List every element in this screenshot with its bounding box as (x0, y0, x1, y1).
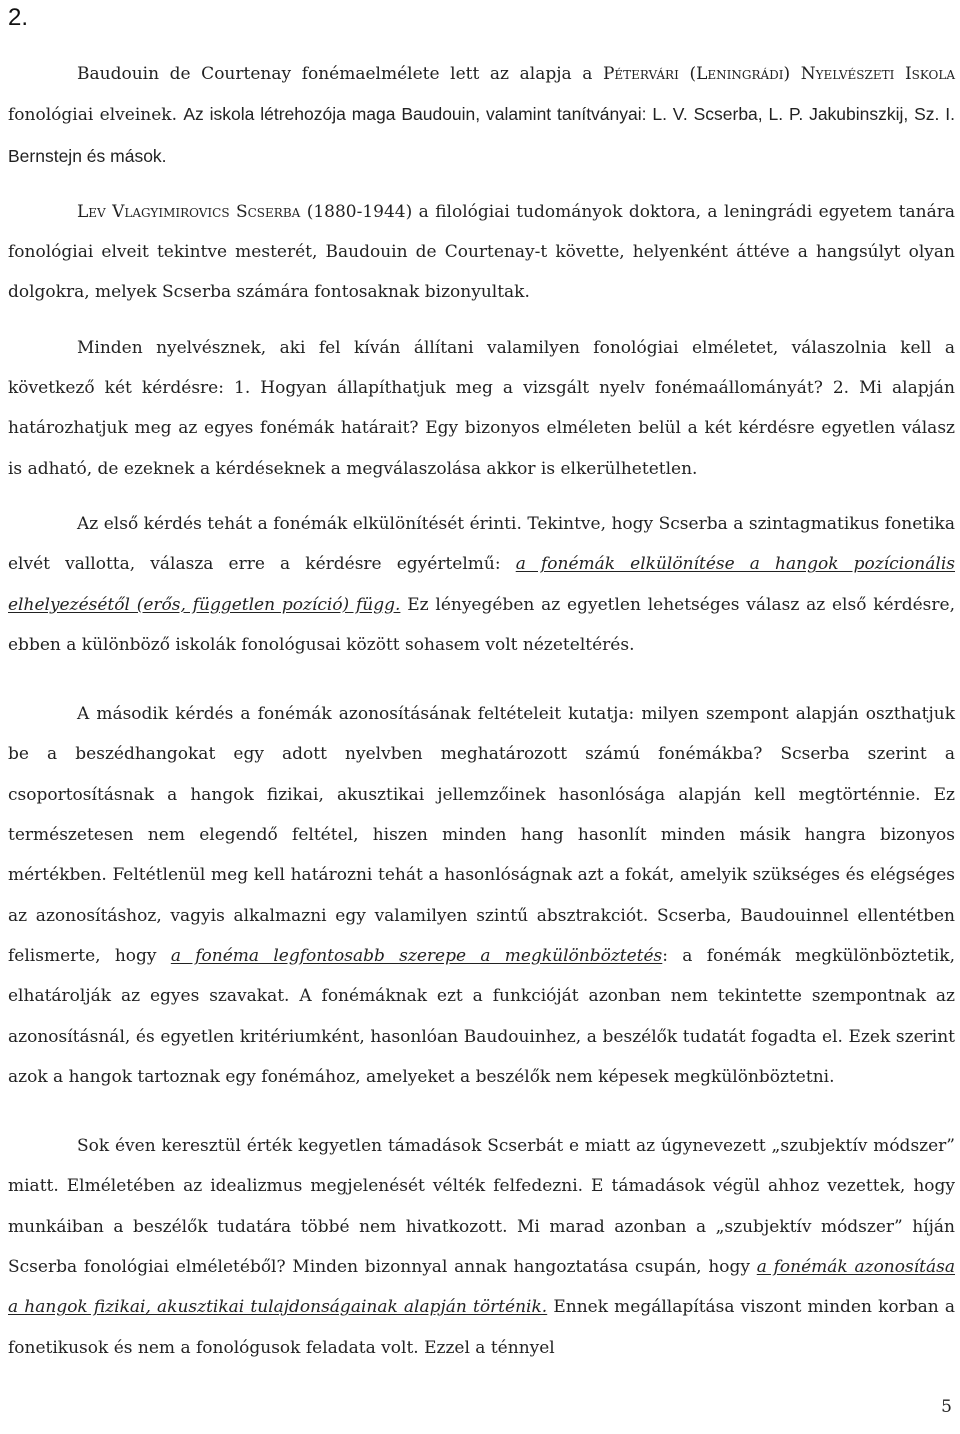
paragraph-4-emphasis: a fonémák elkülönítése a hangok pozícionális elhelyezésétől (erős, független pozíció) függ. (8, 554, 955, 615)
paragraph-6-text-a: Sok éven keresztül érték kegyetlen támadások Scserbát e miatt az úgynevezett „szubjektív módszer” miatt. Elméletében az idealizmus megjelenését vélték felfedezni. E támadások végül ahhoz vezettek, hogy munkáiban a beszélők tudatára többé nem hivatkozott. Mi marad azonban a „szubjektív módszer” híján Scserba fonológiai elméletéből? Minden bizonnyal annak hangoztatása csupán, hogy (8, 1136, 955, 1278)
paragraph-4-text-a: Az első kérdés tehát a fonémák elkülönítését érinti. Tekintve, hogy Scserba a szintagmatikus fonetika elvét vallotta, válasza erre a kérdésre egyértelmű: (8, 513, 955, 575)
paragraph-1-text-c: fonológiai elveinek. (8, 105, 184, 126)
paragraph-4 (8, 504, 955, 665)
paragraph-4-text-c: Ez lényegében az egyetlen lehetséges válasz az első kérdésre, ebben a különböző iskolák fonológusai között sohasem volt nézeteltérés. (8, 594, 955, 655)
document-body (8, 54, 955, 1368)
paragraph-6-emphasis: a fonémák azonosítása a hangok fizikai, akusztikai tulajdonságainak alapján történik. (8, 1257, 955, 1318)
paragraph-5-text-c: : a fonémák megkülönböztetik, elhatárolják az egyes szavakat. A fonémáknak ezt a funkcióját azonban nem tekintette szempontnak az azonosításnál, és egyetlen kritériumként, hasonlóan Baudouinhez, a beszélők tudatát fogadta el. Ezek szerint azok a hangok tartoznak egy fonémához, amelyeket a beszélők nem képesek megkülönböztetni. (8, 945, 955, 1087)
page-number: 5 (941, 1397, 952, 1417)
paragraph-3 (8, 328, 955, 489)
paragraph-1 (8, 54, 955, 177)
paragraph-5 (8, 694, 955, 1097)
paragraph-5-text-a: A második kérdés a fonémák azonosításának feltételeit kutatja: milyen szempont alapján oszthatjuk be a beszédhangokat egy adott nyelvben meghatározott számú fonémákba? Scserba szerint a csoportosításnak a hangok fizikai, akusztikai jellemzőinek hasonlósága alapján kell megtörténnie. Ez természetesen nem elegendő feltétel, hiszen minden hang hasonlít minden másik hangra bizonyos mértékben. Feltétlenül meg kell határozni tehát a hasonlóságnak azt a fokát, amelyik szükséges és elégséges az azonosításhoz, vagyis alkalmazni egy valamilyen szintű absztrakciót. Scserba, Baudouinnel ellentétben felismerte, hogy (8, 704, 955, 966)
paragraph-2 (8, 192, 955, 313)
paragraph-3-text: Minden nyelvésznek, aki fel kíván állítani valamilyen fonológiai elméletet, válaszolnia kell a következő két kérdésre: 1. Hogyan állapíthatjuk meg a vizsgált nyelv fonémaállományát? 2. Mi alapján határozhatjuk meg az egyes fonémák határait? Egy bizonyos elméleten belül a két kérdésre egyetlen válasz is adható, de ezeknek a kérdéseknek a megválaszolása akkor is elkerülhetetlen. (8, 337, 955, 479)
school-name: Pétervári (Leningrádi) Nyelvészeti Iskola (602, 64, 955, 84)
paragraph-5-emphasis: a fonéma legfontosabb szerepe a megkülönböztetés (170, 945, 663, 966)
paragraph-2-text-b: (1880-1944) a filológiai tudományok doktora, a leningrádi egyetem tanára fonológiai elveit tekintve mesterét, Baudouin de Courtenay-t követte, helyenként áttéve a hangsúlyt olyan dolgokra, melyek Scserba számára fontosaknak bizonyultak. (8, 201, 955, 303)
paragraph-1-text-a: Baudouin de Courtenay fonémaelmélete lett az alapja a (77, 64, 603, 84)
paragraph-1-text-d: Az iskola létrehozója maga Baudouin, valamint tanítványai: L. V. Scserba, L. P. Jakubinszkij, Sz. I. Bernstejn és mások. (8, 104, 955, 166)
person-name: Lev Vlagyimirovics Scserba (77, 201, 301, 222)
paragraph-6-text-c: Ennek megállapítása viszont minden korban a fonetikusok és nem a fonológusok feladata volt. Ezzel a ténnyel (8, 1297, 955, 1358)
section-heading: 2. (8, 4, 29, 31)
paragraph-6 (8, 1126, 955, 1368)
